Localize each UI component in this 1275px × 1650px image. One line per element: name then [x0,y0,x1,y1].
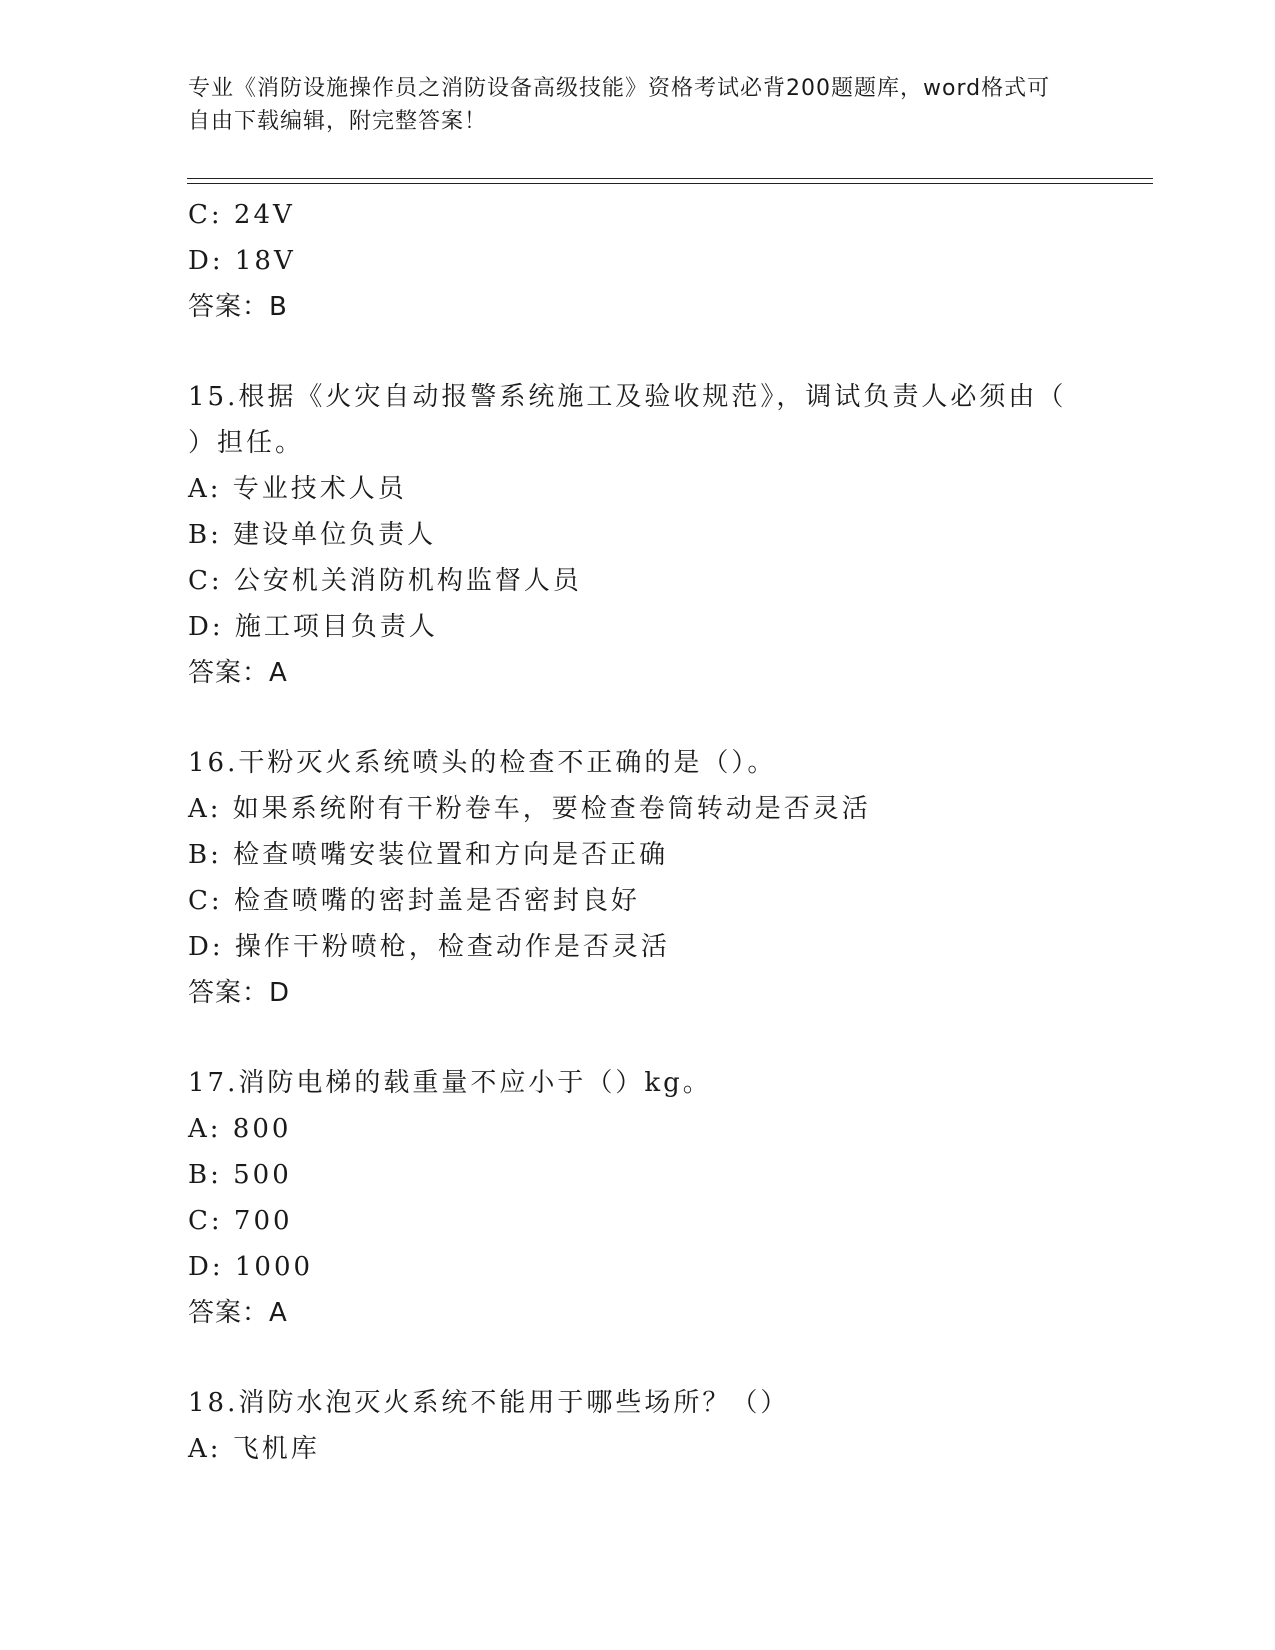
option-a: A: 如果系统附有干粉卷车，要检查卷筒转动是否灵活 [188,794,871,824]
header-divider-bottom [187,183,1153,184]
answer-line: 答案：D [188,978,291,1008]
option-b: B: 检查喷嘴安装位置和方向是否正确 [188,840,669,870]
option-c: C: 公安机关消防机构监督人员 [188,566,582,596]
answer-line: 答案：B [188,292,288,322]
option-b: B: 500 [188,1160,292,1190]
question-17 [188,1060,1118,1336]
option-a: A: 飞机库 [188,1434,320,1464]
option-b: B: 建设单位负责人 [188,520,437,550]
option-a: A: 800 [188,1114,292,1144]
header-divider-top [187,178,1153,179]
question-16 [188,740,1118,1016]
question-stem: 16.干粉灭火系统喷头的检查不正确的是（）。 [188,748,777,778]
question-15 [188,374,1118,696]
spacer [188,1336,1118,1380]
document-header: 专业《消防设施操作员之消防设备高级技能》资格考试必背200题题库，word格式可自由下载编辑，附完整答案！ [188,76,1051,134]
option-c: C: 检查喷嘴的密封盖是否密封良好 [188,886,640,916]
option-c: C: 700 [188,1206,293,1236]
option-a: A: 专业技术人员 [188,474,407,504]
spacer [188,330,1118,374]
spacer [188,1016,1118,1060]
answer-line: 答案：A [188,658,288,688]
answer-line: 答案：A [188,1298,288,1328]
question-stem: 18.消防水泡灭火系统不能用于哪些场所？（） [188,1388,790,1418]
question-stem: 17.消防电梯的载重量不应小于（）kg。 [188,1068,712,1098]
option-d: D: 1000 [188,1252,314,1282]
option-c: C: 24V [188,200,295,230]
question-list [188,192,1118,1472]
question-stem-continued: ）担任。 [188,428,305,458]
option-d: D: 操作干粉喷枪，检查动作是否灵活 [188,932,670,962]
option-d: D: 18V [188,246,296,276]
previous-question-tail [188,192,1118,330]
question-18 [188,1380,1118,1472]
option-d: D: 施工项目负责人 [188,612,438,642]
spacer [188,696,1118,740]
question-stem: 15.根据《火灾自动报警系统施工及验收规范》，调试负责人必须由（ [188,382,1067,412]
